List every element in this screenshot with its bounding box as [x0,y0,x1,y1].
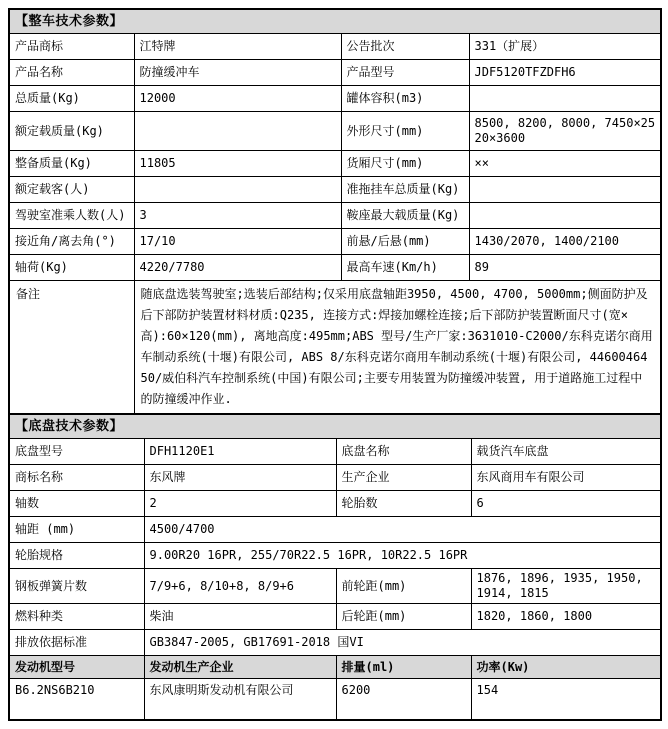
table-row [9,255,661,281]
param-label: 前悬/后悬(mm) [341,229,469,255]
param-label: 轴距 (mm) [9,517,144,543]
param-label: 外形尺寸(mm) [341,112,469,151]
table-row [9,517,661,543]
param-value [469,177,661,203]
chassis-section-header-row [9,414,661,439]
vehicle-params-table [8,8,662,415]
param-value: JDF5120TFZDFH6 [469,60,661,86]
param-label: 准拖挂车总质量(Kg) [341,177,469,203]
remark-text: 随底盘选装驾驶室;选装后部结构;仅采用底盘轴距3950, 4500, 4700, 5000mm;侧面防护及后下部防护装置材料材质:Q235, 连接方式:焊接加螺栓连接;后下部防护装置断面尺寸(宽×高):60×120(mm), 离地高度:495mm;ABS 型号/生产厂家:3631010-C2000/东科克诺尔商用车制动系统(十堰)有限公司, ABS 8/东科克诺尔商用车制动系统(十堰)有限公司, 4460046450/威伯科汽车控制系统(中国)有限公司;主要专用装置为防撞缓冲装置, 用于道路施工过程中的防撞缓冲作业. [134,281,661,415]
table-row [9,465,661,491]
param-value: 8500, 8200, 8000, 7450×2520×3600 [469,112,661,151]
param-value: 东风牌 [144,465,336,491]
param-value: 7/9+6, 8/10+8, 8/9+6 [144,569,336,604]
param-value: ×× [469,151,661,177]
param-label: 产品名称 [9,60,134,86]
param-label: 生产企业 [336,465,471,491]
table-row [9,543,661,569]
param-label: 底盘名称 [336,439,471,465]
table-row [9,60,661,86]
param-value: 89 [469,255,661,281]
param-label: 产品型号 [341,60,469,86]
param-label: 鞍座最大载质量(Kg) [341,203,469,229]
param-label: 燃料种类 [9,604,144,630]
table-row [9,86,661,112]
table-row [9,604,661,630]
chassis-section-title: 【底盘技术参数】 [9,414,661,439]
table-row [9,569,661,604]
engine-data-row [9,679,661,721]
param-label: 整备质量(Kg) [9,151,134,177]
param-label: 后轮距(mm) [336,604,471,630]
param-label: 最高车速(Km/h) [341,255,469,281]
param-value: 331（扩展） [469,34,661,60]
engine-header-row [9,656,661,679]
param-value: 11805 [134,151,341,177]
engine-displacement-value: 6200 [336,679,471,721]
param-label: 前轮距(mm) [336,569,471,604]
param-value: 6 [471,491,661,517]
param-label: 钢板弹簧片数 [9,569,144,604]
param-value: 17/10 [134,229,341,255]
param-label: 驾驶室准乘人数(人) [9,203,134,229]
param-value: 2 [144,491,336,517]
table-row [9,34,661,60]
table-row [9,491,661,517]
param-value: 4500/4700 [144,517,661,543]
param-label: 轮胎规格 [9,543,144,569]
param-label: 货厢尺寸(mm) [341,151,469,177]
param-value [134,112,341,151]
param-value: 江特牌 [134,34,341,60]
param-value: GB3847-2005, GB17691-2018 国VI [144,630,661,656]
engine-model-value: B6.2NS6B210 [9,679,144,721]
param-label: 罐体容积(m3) [341,86,469,112]
engine-power-value: 154 [471,679,661,721]
param-value: 柴油 [144,604,336,630]
vehicle-section-title: 【整车技术参数】 [9,9,661,34]
param-label: 总质量(Kg) [9,86,134,112]
param-label: 商标名称 [9,465,144,491]
param-label: 轴荷(Kg) [9,255,134,281]
param-value: 1430/2070, 1400/2100 [469,229,661,255]
remark-label: 备注 [9,281,134,415]
param-value: 防撞缓冲车 [134,60,341,86]
param-value [469,203,661,229]
param-value: 载货汽车底盘 [471,439,661,465]
param-label: 接近角/离去角(°) [9,229,134,255]
param-value: 12000 [134,86,341,112]
table-row [9,177,661,203]
table-row [9,112,661,151]
param-value [469,86,661,112]
param-value: 东风商用车有限公司 [471,465,661,491]
engine-col-header: 排量(ml) [336,656,471,679]
engine-col-header: 发动机型号 [9,656,144,679]
param-label: 轴数 [9,491,144,517]
param-label: 底盘型号 [9,439,144,465]
param-value: DFH1120E1 [144,439,336,465]
param-value: 9.00R20 16PR, 255/70R22.5 16PR, 10R22.5 16PR [144,543,661,569]
table-row [9,630,661,656]
chassis-params-table [8,413,662,721]
param-label: 额定载质量(Kg) [9,112,134,151]
param-label: 排放依据标准 [9,630,144,656]
vehicle-section-header-row [9,9,661,34]
param-value: 1876, 1896, 1935, 1950, 1914, 1815 [471,569,661,604]
param-value: 1820, 1860, 1800 [471,604,661,630]
param-label: 额定载客(人) [9,177,134,203]
param-label: 轮胎数 [336,491,471,517]
param-value [134,177,341,203]
engine-manufacturer-value: 东风康明斯发动机有限公司 [144,679,336,721]
param-label: 产品商标 [9,34,134,60]
engine-col-header: 发动机生产企业 [144,656,336,679]
param-label: 公告批次 [341,34,469,60]
remark-row [9,281,661,415]
table-row [9,229,661,255]
table-row [9,151,661,177]
param-value: 3 [134,203,341,229]
engine-col-header: 功率(Kw) [471,656,661,679]
table-row [9,439,661,465]
param-value: 4220/7780 [134,255,341,281]
table-row [9,203,661,229]
